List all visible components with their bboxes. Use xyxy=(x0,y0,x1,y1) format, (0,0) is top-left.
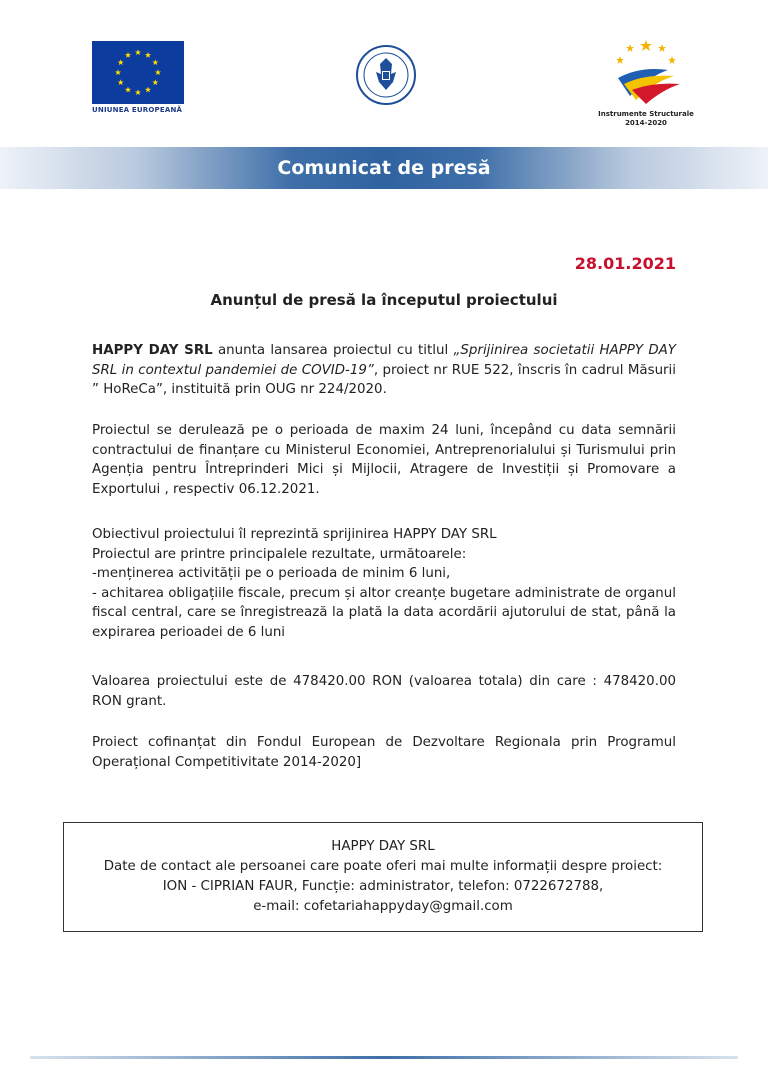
result-item: - achitarea obligațiile fiscale, precum și altor creanțe bugetare administrate de organul fiscal central, care se înregistrează la plată la data acordării ajutorului de stat, până la expirarea perioadei de 6 luni xyxy=(92,585,676,640)
logo-bar xyxy=(0,0,768,140)
eu-star-icon xyxy=(125,87,131,93)
contact-person: ION - CIPRIAN FAUR, Funcție: administrator, telefon: 0722672788, xyxy=(162,879,604,894)
objective-line: Obiectivul proiectului îl reprezintă sprijinirea HAPPY DAY SRL xyxy=(92,527,497,542)
eu-star-icon xyxy=(145,87,151,93)
footer-divider xyxy=(30,1056,738,1059)
eu-star-icon xyxy=(152,79,158,85)
results-intro-line: Proiectul are printre principalele rezultate, următoarele: xyxy=(92,546,467,562)
banner-title: Comunicat de presă xyxy=(277,157,491,179)
eu-star-icon xyxy=(152,59,158,65)
eu-label: UNIUNEA EUROPEANĂ xyxy=(92,106,183,114)
eu-star-icon xyxy=(155,69,161,75)
eu-flag-logo xyxy=(92,41,184,104)
paragraph-value: Valoarea proiectului este de 478420.00 RON (valoarea totala) din care : 478420.00 RON grant. xyxy=(92,674,676,709)
eu-star-icon xyxy=(115,69,121,75)
press-date: 28.01.2021 xyxy=(574,254,676,273)
result-item: -menținerea activității pe o perioada de minim 6 luni, xyxy=(92,566,451,581)
government-romania-logo xyxy=(355,44,417,106)
is-label-line1: Instrumente Structurale xyxy=(598,110,694,118)
eu-star-icon xyxy=(118,59,124,65)
eu-star-icon xyxy=(125,52,131,58)
is-label-line2: 2014-2020 xyxy=(625,119,667,127)
intro-text-a: anunta lansarea proiectul cu titlul xyxy=(212,343,454,358)
eu-star-icon xyxy=(145,52,151,58)
project-title: „Sprijinirea societatii HAPPY DAY SRL in contextul pandemiei de COVID-19” xyxy=(92,343,676,378)
paragraph-cofinancing: Proiect cofinanțat din Fondul European de Dezvoltare Regionala prin Programul Operațional Competitivitate 2014-2020] xyxy=(92,735,676,770)
paragraph-objectives xyxy=(92,525,676,642)
paragraph-intro xyxy=(92,341,676,400)
contact-email: e-mail: cofetariahappyday@gmail.com xyxy=(253,899,513,914)
eu-star-icon xyxy=(135,49,141,55)
company-name: HAPPY DAY SRL xyxy=(92,343,213,358)
instrumente-structurale-logo xyxy=(610,38,682,106)
paragraph-duration: Proiectul se derulează pe o perioada de maxim 24 luni, începând cu data semnării contractului de finanțare cu Ministerul Economiei, Antreprenorialului și Turismului prin Agenția pentru Întreprinderi Mici și Mijlocii, Atragere de Investiții și Promovare a Exportului , respectiv 06.12.2021. xyxy=(92,423,676,497)
intro-text-b: , proiect nr RUE 522, înscris în cadrul Măsurii ” HoReCa”, instituită prin OUG nr 224/2020. xyxy=(92,362,676,397)
contact-box xyxy=(63,822,703,932)
instrumente-structurale-label xyxy=(598,110,694,128)
eu-star-icon xyxy=(118,79,124,85)
eu-star-icon xyxy=(135,89,141,95)
contact-intro: Date de contact ale persoanei care poate oferi mai multe informații despre proiect: xyxy=(103,859,663,874)
contact-company: HAPPY DAY SRL xyxy=(331,839,435,854)
press-heading: Anunțul de presă la începutul proiectului xyxy=(210,291,558,309)
